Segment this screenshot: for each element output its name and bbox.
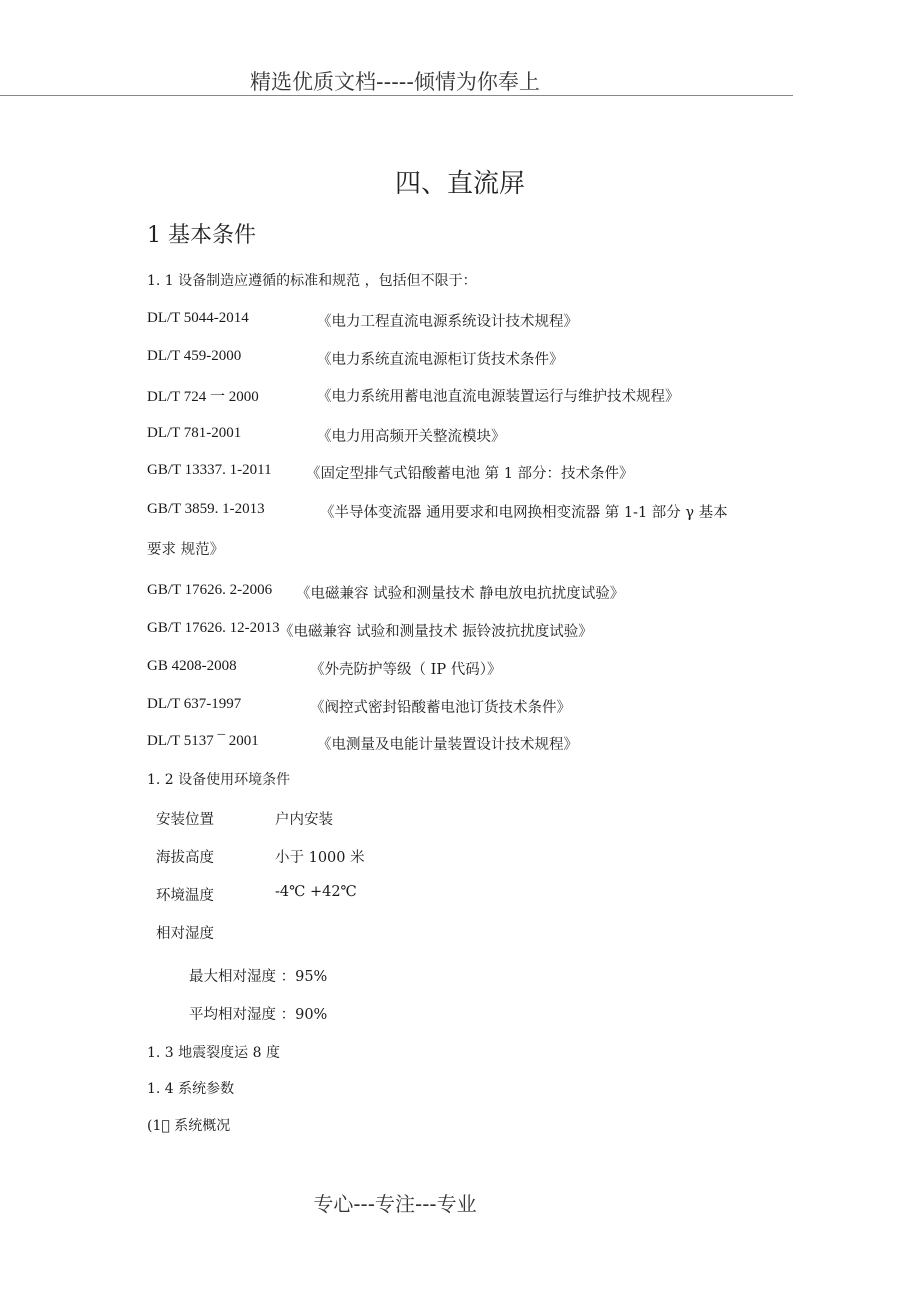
humidity-max: 最大相对湿度 ：95% [189, 969, 328, 985]
standard-code: GB/T 3859. 1-2013 [147, 501, 265, 517]
standard-code: DL/T 637-1997 [147, 696, 242, 712]
subsection-heading-1-1: 1. 1 设备制造应遵循的标准和规范 ，包括但不限于： [147, 273, 477, 289]
standard-title: 《电力工程直流电源系统设计技术规程》 [317, 314, 578, 330]
page-title: 四、直流屏 [394, 169, 525, 199]
standard-code: DL/T 459-2000 [147, 348, 242, 364]
standard-code: DL/T 724 一 2000 [147, 389, 259, 405]
env-label-altitude: 海拔高度 [156, 850, 214, 866]
env-value-altitude: 小于 1000 米 [275, 850, 365, 866]
page-footer: 专心---专注---专业 [313, 1192, 477, 1216]
standard-code: GB/T 17626. 12-2013 [147, 620, 280, 636]
subsection-heading-1-4: 1. 4 系统参数 [147, 1081, 235, 1097]
standard-title: 《电力系统用蓄电池直流电源装置运行与维护技术规程》 [317, 389, 680, 405]
standard-title-continuation: 要求 规范》 [147, 542, 225, 558]
standard-code: DL/T 781-2001 [147, 425, 242, 441]
env-label-temperature: 环境温度 [156, 888, 214, 904]
header-divider [0, 95, 793, 96]
standard-code: DL/T 5044-2014 [147, 310, 249, 326]
standard-title: 《阀控式密封铅酸蓄电池订货技术条件》 [310, 700, 571, 716]
env-value-install-location: 户内安装 [275, 812, 333, 828]
standard-code: GB/T 13337. 1-2011 [147, 462, 272, 478]
standard-title: 《外壳防护等级（ IP 代码）》 [310, 662, 502, 678]
standard-title: 《电力系统直流电源柜订货技术条件》 [317, 352, 564, 368]
standard-code: GB 4208-2008 [147, 658, 237, 674]
standard-title: 《电测量及电能计量装置设计技术规程》 [317, 737, 578, 753]
humidity-average: 平均相对湿度 ：90% [189, 1007, 328, 1023]
standard-code: GB/T 17626. 2-2006 [147, 582, 273, 598]
page-header: 精选优质文档-----倾情为你奉上 [250, 70, 540, 94]
env-value-temperature: -4℃ +42℃ [275, 884, 357, 900]
env-label-install-location: 安装位置 [156, 812, 214, 828]
section-heading-basic-conditions: 1 基本条件 [147, 223, 256, 248]
standard-code: DL/T 5137 ¯ 2001 [147, 733, 259, 749]
standard-title: 《固定型排气式铅酸蓄电池 第 1 部分：技术条件》 [306, 466, 634, 482]
standard-title: 《半导体变流器 通用要求和电网换相变流器 第 1-1 部分 γ 基本 [320, 505, 728, 521]
list-item-system-overview: (1⃒ 系统概况 [147, 1118, 231, 1134]
subsection-heading-1-3: 1. 3 地震裂度运 8 度 [147, 1045, 280, 1061]
standard-title: 《电磁兼容 试验和测量技术 静电放电抗扰度试验》 [296, 586, 625, 602]
standard-title: 《电磁兼容 试验和测量技术 振铃波抗扰度试验》 [279, 624, 593, 640]
subsection-heading-1-2: 1. 2 设备使用环境条件 [147, 772, 291, 788]
env-label-humidity: 相对湿度 [156, 926, 214, 942]
standard-title: 《电力用高频开关整流模块》 [317, 429, 506, 445]
